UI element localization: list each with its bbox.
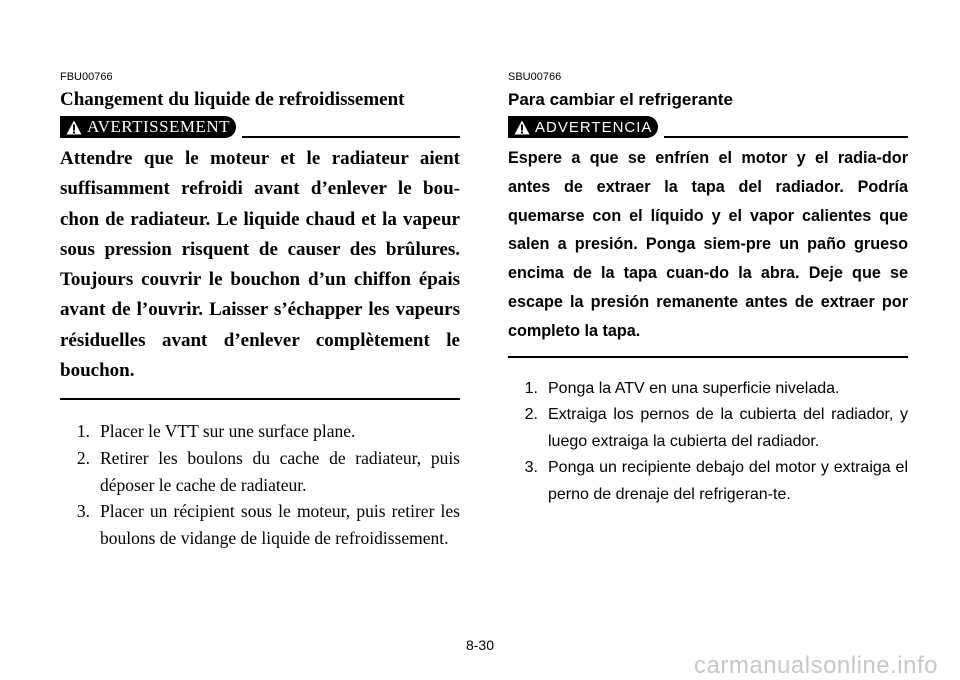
warning-header [508,116,908,138]
spanish-column [508,70,908,509]
step-number: 1. [76,421,90,442]
step-list [60,418,460,551]
warning-label: AVERTISSEMENT [87,117,231,136]
section-title: Changement du liquide de refroidissement [60,89,405,110]
section-code: SBU00766 [508,71,562,83]
warning-badge [60,116,236,138]
step-number: 2. [524,406,538,424]
warning-header-rule [242,136,460,138]
step-number: 3. [524,459,538,477]
warning-header-rule [664,136,908,138]
step-text: Retirer les boulons du cache de radiateur, puis déposer le cache de radiateur. [100,447,460,495]
french-column [60,70,460,551]
section-title: Para cambiar el refrigerante [508,90,733,109]
warning-triangle-icon [66,120,82,135]
step-text: Ponga la ATV en una superficie nivelada. [548,379,840,397]
watermark: carmanualsonline.info [694,652,938,679]
step-list [508,376,908,509]
warning-text: Attendre que le moteur et le radiateur aient suffisamment refroidi avant d’enlever le bou-chon de radiateur. Le liquide chaud et la vapeur sous pression risquent de causer des brûlures. Toujours couvrir le bouchon d’un chiffon épais avant de l’ouvrir. Laisser s’échapper les vapeurs résiduelles avant d’enlever complètement le bouchon. [60,148,460,382]
step-text: Extraiga los pernos de la cubierta del radiador, y luego extraiga la cubierta del radiador. [548,406,908,450]
step-number: 3. [76,501,90,522]
step-text: Ponga un recipiente debajo del motor y extraiga el perno de drenaje del refrigeran-te. [548,459,908,503]
list-item [60,418,460,445]
warning-header [60,116,460,138]
step-number: 2. [76,447,90,468]
list-item [60,445,460,498]
warning-text: Espere a que se enfríen el motor y el radia-dor antes de extraer la tapa del radiador. Podría quemarse con el líquido y el vapor calientes que salen a presión. Ponga siem-pre un paño grueso encima de la tapa cuan-do la abra. Deje que se escape la presión remanente antes de extraer por completo la tapa. [508,149,908,340]
step-number: 1. [524,379,538,397]
warning-badge [508,116,658,138]
step-text: Placer un récipient sous le moteur, puis retirer les boulons de vidange de liquide de refroidissement. [100,501,460,548]
list-item [508,455,908,508]
page-number: 8-30 [465,637,495,653]
list-item [508,376,908,403]
warning-end-rule [508,356,908,358]
warning-end-rule [60,398,460,400]
warning-triangle-icon [514,120,530,135]
section-code: FBU00766 [60,71,113,83]
warning-label: ADVERTENCIA [535,118,653,136]
list-item [60,498,460,551]
step-text: Placer le VTT sur une surface plane. [100,421,356,442]
list-item [508,402,908,455]
